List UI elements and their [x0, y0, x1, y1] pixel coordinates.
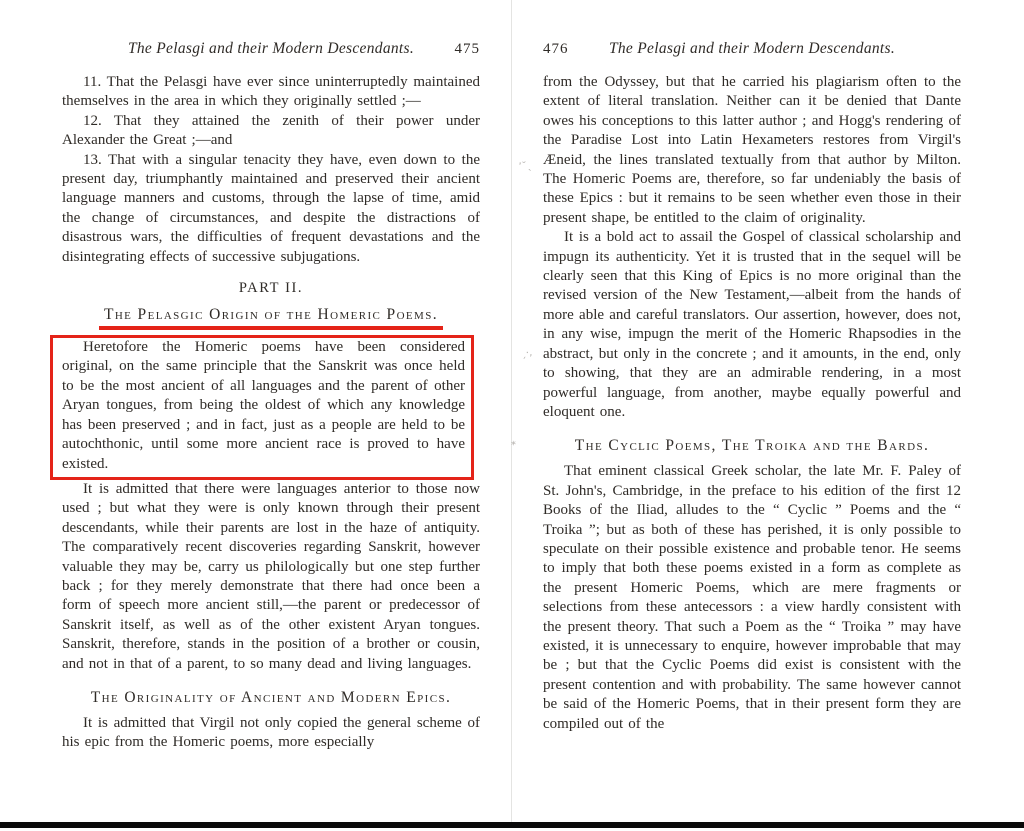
- paragraph: That eminent classical Greek scholar, the late Mr. F. Paley of St. John's, Cambridge, in the preface to his edition of the first 12 Books of the Iliad, alludes to the “ Cyclic ” Poems and the “ Troika ”; but as both of these has perished, it is only possible to speculate on their possible existence and probable tenor. He seems to imply that both these poems existed in a form as complete as the present Homeric Poems, which are mere fragments or selections from these antecessors : a view hardly consistent with the present theory. That such a Poem as the “ Troika ” may have existed, it is unnecessary to enquire, however improbable that may be ; but that the Cyclic Poems did exist is consistent with the present contention and with probability. The same however cannot be said of the Homeric Poems, that in their present form they are compiled out of the: [543, 463, 961, 732]
- section-heading: [62, 306, 480, 330]
- page-number: 475: [454, 41, 480, 57]
- running-title: The Pelasgi and their Modern Descendants.: [608, 40, 896, 57]
- section-heading: The Originality of Ancient and Modern Epics.: [90, 688, 452, 706]
- page-number: 476: [543, 41, 569, 57]
- paragraph: from the Odyssey, but that he carried his plagiarism often to the extent of literal translation. Neither can it be denied that Dante owes his conceptions to this latter author ; and Hogg's rendering of the Paradise Lost into Latin Hexameters restores from Virgil's Æneid, the lines translated textually from that author by Milton. The Homeric Poems are, therefore, so far undeniably the basis of these Epics : but it remains to be seen whether even those in their present shape, be entitled to the claim of originality.: [543, 74, 961, 226]
- pencil-mark-icon: ˏ·,: [520, 347, 533, 360]
- right-page: [543, 40, 961, 734]
- running-title: The Pelasgi and their Modern Descendants.: [127, 40, 415, 57]
- pencil-mark-icon: ⁎: [510, 436, 517, 449]
- red-underline-annotation: The Pelasgic Origin of the Homeric Poems.: [99, 306, 443, 330]
- paragraph: It is admitted that Virgil not only copied the general scheme of his epic from the Homeric poems, more especially: [62, 714, 480, 751]
- paragraph: 11. That the Pelasgi have ever since uninterruptedly maintained themselves in the area in which they originally settled ;—: [62, 74, 480, 110]
- paragraph: 12. That they attained the zenith of their power under Alexander the Great ;—and: [62, 112, 480, 149]
- right-page-header: [543, 40, 961, 62]
- left-page-body: [62, 73, 480, 753]
- part-heading: PART II.: [238, 280, 304, 297]
- red-box-annotation: [50, 335, 474, 480]
- paragraph: It is a bold act to assail the Gospel of classical scholarship and impugn its authenticity. Yet it is trusted that in the sequel will be clearly seen that this King of Epics is no more original than the revised version of the New Testament,—albeit from the hands of more able and careful translators. Our assertion, however, does not, in any wise, impugn the merit of the Homeric Rhapsodies in the abstract, but only in the concrete ; and it amounts, in the end, only to showing, that they are an admirable rendering, in a most powerful language, from another, maybe equally powerful and eloquent one.: [543, 229, 961, 420]
- paragraph: It is admitted that there were languages anterior to those now used ; but what they were is only known through their present descendants, while their parents are lost in the haze of antiquity. The comparatively recent discoveries regarding Sanskrit, however valuable they may be, carry us philologically but one step further back ; for they merely demonstrate that there had once been a form of speech more ancient still,—the parent or predecessor of Sanskrit itself, as well as of the other existent Aryan tongues. Sanskrit, therefore, stands in the position of a brother or cousin, and not in that of a parent, to so many dead and living languages.: [62, 480, 480, 672]
- paragraph: Heretofore the Homeric poems have been considered original, on the same principle that the Sanskrit was once held to be the most ancient of all languages and the parent of other Aryan tongues, from being the oldest of which any knowledge has been preserved ; and in fact, just as a people are held to be autochthonic, until some more ancient race is proved to have existed.: [62, 339, 465, 472]
- page-gutter-divider: [511, 0, 512, 822]
- paragraph: 13. That with a singular tenacity they have, even down to the present day, triumphantly maintained and preserved their ancient language manners and customs, through the lapse of time, amid the change of circumstances, and despite the distractions of disastrous wars, the difficulties of frequent devastations and the disintegrating effects of successive subjugations.: [62, 151, 480, 265]
- right-page-body: [543, 73, 961, 734]
- left-page-header: [62, 40, 480, 62]
- pencil-mark-icon: ’˘ˎ: [518, 160, 533, 173]
- section-heading: The Cyclic Poems, The Troika and the Bards.: [574, 437, 930, 455]
- scan-edge-bar: [0, 822, 1024, 828]
- left-page: [62, 40, 480, 753]
